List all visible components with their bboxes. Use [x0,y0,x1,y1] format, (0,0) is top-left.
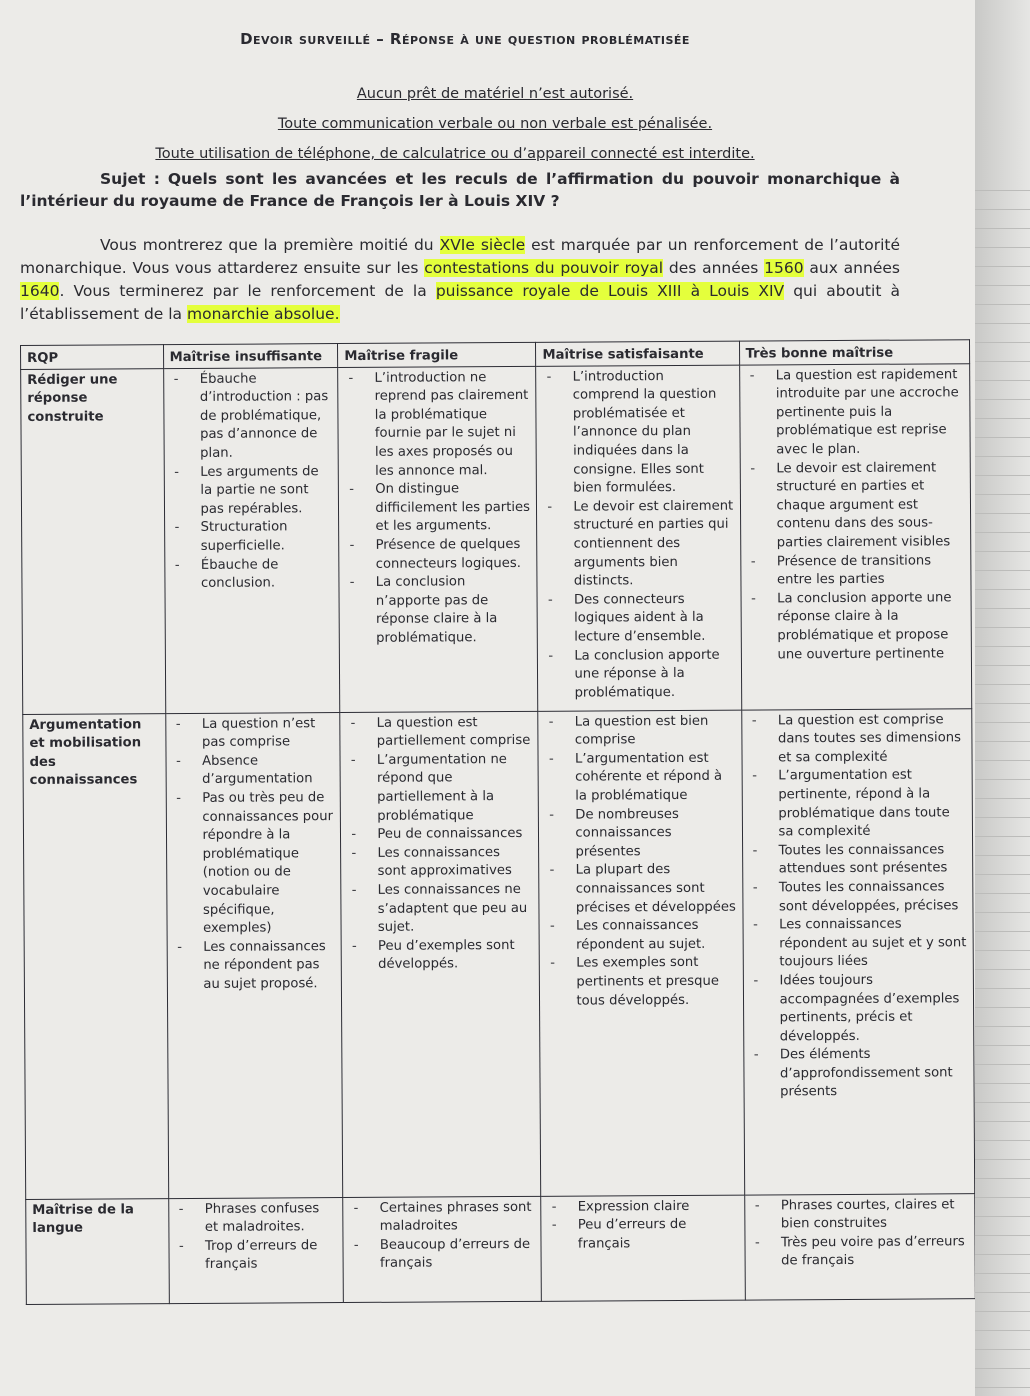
ruled-line [975,266,1030,267]
ruled-line [975,209,1030,210]
ruled-line [975,969,1030,970]
criterion-cell: Maîtrise de la langue [26,1198,169,1304]
ruled-line [975,855,1030,856]
ruled-line [975,950,1030,951]
ruled-line [975,703,1030,704]
highlighted-text: puissance royale de Louis XIII à Louis XIV [435,282,785,300]
ruled-line [975,323,1030,324]
ruled-line [975,304,1030,305]
criteria-item: - La question est bien comprise [545,712,735,750]
criteria-list [746,366,965,665]
table-row [23,708,975,1199]
ruled-line [975,1026,1030,1027]
criteria-item: - Le devoir est clairement structuré en parties qui contiennent des arguments bien distincts. [543,497,734,591]
ruled-line [975,1102,1030,1103]
criteria-item: - L’argumentation est pertinente, répond à la problématique dans toute sa complexité [748,767,966,843]
rubric-cell [538,710,744,1196]
criteria-list [548,1197,738,1254]
criteria-list [545,712,737,1011]
ruled-line [975,760,1030,761]
ruled-line [975,589,1030,590]
criteria-item: - La question est rapidement introduite par une accroche pertinente puis la problématique est reprise avec le plan. [746,366,964,460]
ruled-line [975,1197,1030,1198]
instruction-text: des années [663,259,765,277]
rubric-cell [168,1197,343,1303]
ruled-line [975,513,1030,514]
ruled-line [975,893,1030,894]
ruled-line [975,418,1030,419]
ruled-line [975,836,1030,837]
ruled-line [975,1083,1030,1084]
criteria-item: - Les connaissances répondent au sujet. [546,917,736,955]
ruled-line [975,1349,1030,1350]
criteria-list [751,1196,969,1272]
criteria-list [172,715,336,995]
criteria-item: - Peu d’erreurs de français [548,1216,738,1254]
criteria-list [350,1198,536,1274]
rubric-cell [536,365,741,711]
criteria-item: - Phrases courtes, claires et bien construites [751,1196,969,1235]
rubric-cell [739,363,972,709]
table-row [26,1193,976,1304]
ruled-line [975,361,1030,362]
ruled-line [975,228,1030,229]
instruction-text: . Vous terminerez par le renforcement de la [59,282,436,300]
ruled-line [975,1368,1030,1369]
criteria-item: - La question n’est pas comprise [172,715,334,753]
ruled-line [975,1121,1030,1122]
ruled-line [975,570,1030,571]
document-title: Devoir surveillé – Réponse à une question problématisée [240,30,690,48]
ruled-line [975,741,1030,742]
ruled-line [975,665,1030,666]
ruled-line [975,722,1030,723]
criteria-item: - Présence de quelques connecteurs logiques. [346,536,531,574]
criteria-item: - Idées toujours accompagnées d’exemples pertinents, précis et développés. [749,971,967,1047]
ruled-line [975,532,1030,533]
criterion-cell: Rédiger une réponse construite [21,368,166,714]
ruled-line [975,190,1030,191]
subject [20,168,900,212]
criteria-item: - L’introduction comprend la question problématisée et l’annonce du plan indiquées dans la consigne. Elles sont bien formulées. [543,367,734,498]
criteria-item: - On distingue difficilement les parties et les arguments. [345,480,530,537]
criteria-item: - Structuration superficielle. [171,518,333,556]
rubric-cell [163,367,340,713]
ruled-line [975,551,1030,552]
subject-text: Quels sont les avancées et les reculs de l’affirmation du pouvoir monarchique à l’intérieur du royaume de France de François Ier à Louis XIV ? [20,170,901,210]
criteria-list [347,713,534,974]
ruled-line [975,1254,1030,1255]
ruled-line [975,247,1030,248]
instructions [20,234,900,326]
rule-1: Aucun prêt de matériel n’est autorisé. [356,86,634,102]
criteria-item: - Trop d’erreurs de français [175,1237,337,1275]
subject-label: Sujet : [100,170,160,188]
ruled-line [975,627,1030,628]
instruction-text: qui aboutit à l’établissement de la [20,282,900,323]
ruled-line [975,1273,1030,1274]
ruled-line [975,1140,1030,1141]
criteria-item: - L’argumentation ne répond que partiellement à la problématique [347,751,533,827]
ruled-line [975,931,1030,932]
ruled-line [975,1178,1030,1179]
criteria-list [175,1200,337,1275]
criteria-list [344,368,531,648]
criteria-item: - L’argumentation est cohérente et répond à la problématique [545,749,735,806]
highlighted-text: 1560 [764,259,804,277]
column-header: Maîtrise insuffisante [163,344,338,369]
ruled-line [975,1387,1030,1388]
criteria-item: - Les connaissances sont approximatives [347,844,532,882]
binder-edge [975,0,1030,1396]
column-header: Très bonne maîtrise [739,340,970,365]
ruled-line [975,1064,1030,1065]
criteria-item: - La plupart des connaissances sont précises et développées [546,861,736,918]
ruled-line [975,874,1030,875]
rubric-cell [541,1195,745,1301]
criteria-list [543,367,735,703]
highlighted-text: 1640 [20,282,60,300]
ruled-line [975,380,1030,381]
criteria-item: - La conclusion apporte une réponse claire à la problématique et propose une ouverture pertinente [747,589,965,665]
criteria-item: - La question est partiellement comprise [347,713,532,751]
column-header: RQP [21,345,164,369]
highlighted-text: XVIe siècle [439,236,526,254]
ruled-line [975,494,1030,495]
column-header: Maîtrise fragile [338,342,536,367]
highlighted-text: monarchie absolue. [186,305,340,323]
criteria-item: - Certaines phrases sont maladroites [350,1198,535,1236]
ruled-line [975,1216,1030,1217]
grading-rubric-table [20,339,976,1304]
ruled-line [975,399,1030,400]
ruled-line [975,988,1030,989]
criterion-cell: Argumentation et mobilisation des connaissances [23,713,168,1199]
ruled-line [975,456,1030,457]
rubric-cell [165,712,343,1198]
ruled-line [975,684,1030,685]
ruled-line [975,475,1030,476]
criteria-list [748,711,968,1103]
criteria-item: - La conclusion apporte une réponse à la problématique. [544,646,734,703]
ruled-line [975,285,1030,286]
criteria-item: - Les connaissances ne répondent pas au sujet proposé. [173,938,335,995]
ruled-line [975,437,1030,438]
ruled-line [975,342,1030,343]
criteria-item: - Ébauche d’introduction : pas de problématique, pas d’annonce de plan. [170,370,332,464]
table-row [21,363,972,714]
rubric-cell [744,1193,975,1299]
ruled-line [975,646,1030,647]
criteria-item: - Présence de transitions entre les parties [747,552,965,591]
rule-3: Toute utilisation de téléphone, de calculatrice ou d’appareil connecté est interdite. [155,146,755,162]
rubric-cell [340,711,541,1197]
criteria-item: - L’introduction ne reprend pas clairement la problématique fournie par le sujet ni les axes proposés ou les annonce mal. [344,368,530,481]
criteria-item: - Des éléments d’approfondissement sont présents [750,1046,968,1103]
criteria-item: - Ébauche de conclusion. [171,556,333,594]
ruled-line [975,798,1030,799]
rule-2: Toute communication verbale ou non verbale est pénalisée. [277,116,713,132]
criteria-item: - Le devoir est clairement structuré en parties et chaque argument est contenu dans des sous-parties clairement visibles [746,459,964,553]
criteria-item: - Toutes les connaissances sont développées, précises [749,878,967,917]
criteria-item: - Pas ou très peu de connaissances pour répondre à la problématique (notion ou de vocabulaire spécifique, exemples) [172,789,335,939]
criteria-item: - De nombreuses connaissances présentes [545,805,735,862]
ruled-line [975,779,1030,780]
column-header: Maîtrise satisfaisante [536,341,739,366]
ruled-line [975,1292,1030,1293]
ruled-line [975,1007,1030,1008]
criteria-item: - La conclusion n’apporte pas de réponse claire à la problématique. [346,573,532,649]
criteria-list [170,370,333,594]
ruled-line [975,912,1030,913]
instruction-text: aux années [803,259,900,277]
ruled-line [975,1235,1030,1236]
criteria-item: - Très peu voire pas d’erreurs de français [751,1233,969,1272]
instruction-text: est marquée par un renforcement de l’autorité monarchique. Vous vous attarderez ensuite sur les [20,236,900,277]
criteria-item: - Toutes les connaissances attendues sont présentes [749,841,967,880]
highlighted-text: contestations du pouvoir royal [424,259,664,277]
ruled-line [975,1045,1030,1046]
criteria-item: - Les arguments de la partie ne sont pas repérables. [170,463,332,520]
criteria-item: - Des connecteurs logiques aident à la lecture d’ensemble. [544,590,734,647]
rubric-cell [741,708,974,1194]
criteria-item: - Les exemples sont pertinents et presque tous développés. [546,954,736,1011]
ruled-line [975,608,1030,609]
criteria-item: - Expression claire [548,1197,738,1217]
criteria-item: - Peu d’exemples sont développés. [348,937,533,975]
ruled-line [975,1330,1030,1331]
ruled-line [975,817,1030,818]
criteria-item: - Les connaissances répondent au sujet et y sont toujours liées [749,915,967,972]
criteria-item: - Peu de connaissances [347,825,532,845]
criteria-item: - Absence d’argumentation [172,752,334,790]
criteria-item: - Phrases confuses et maladroites. [175,1200,337,1238]
criteria-item: - Beaucoup d’erreurs de français [350,1236,535,1274]
instruction-text: Vous montrerez que la première moitié du [100,236,440,254]
rubric-cell [343,1196,542,1302]
ruled-line [975,1159,1030,1160]
rubric-cell [338,366,538,712]
criteria-item: - La question est comprise dans toutes ses dimensions et sa complexité [748,711,966,768]
ruled-line [975,1311,1030,1312]
criteria-item: - Les connaissances ne s’adaptent que peu au sujet. [348,881,533,938]
